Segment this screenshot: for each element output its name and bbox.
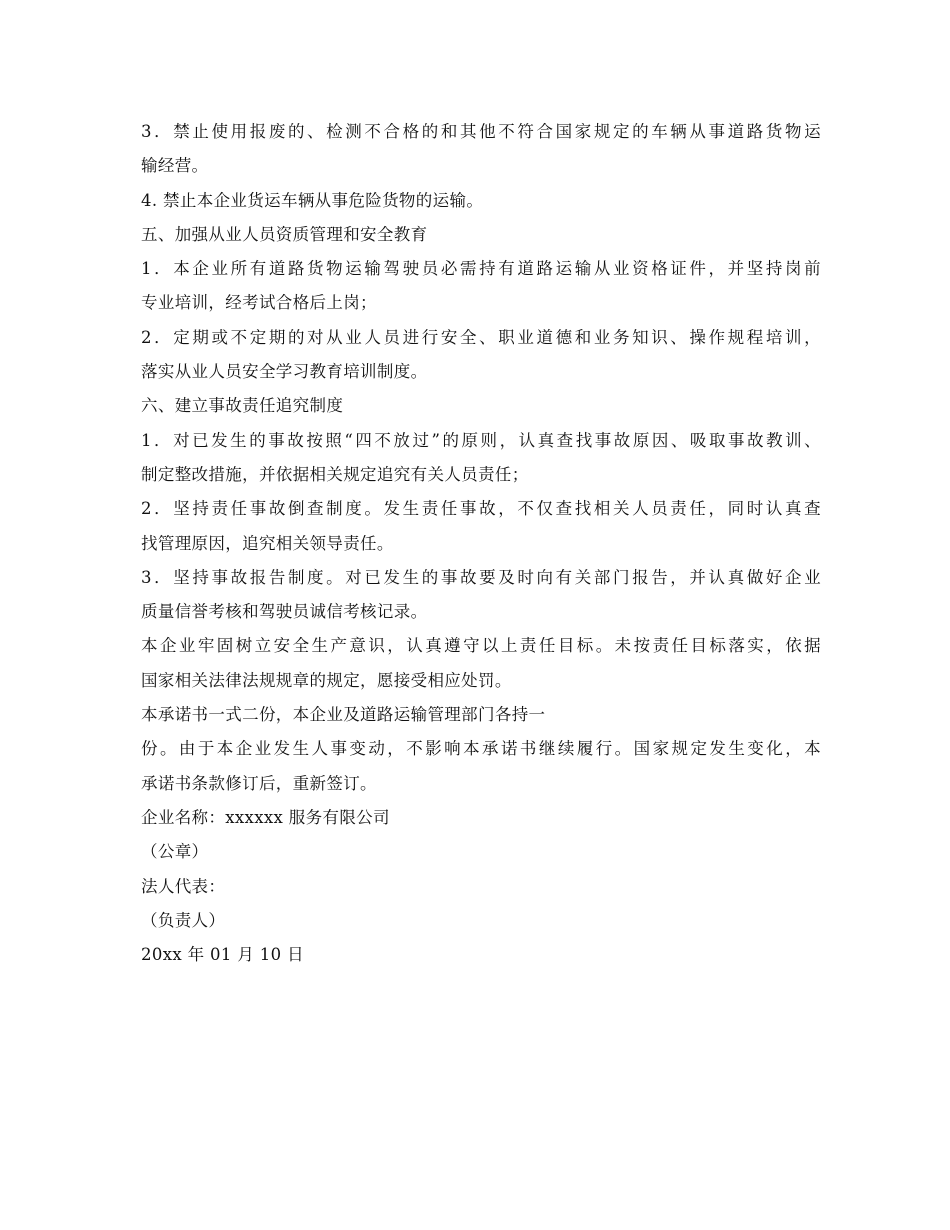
text-line: 质量信誉考核和驾驶员诚信考核记录。: [141, 602, 428, 622]
text-line: 落实从业人员安全学习教育培训制度。: [141, 362, 428, 382]
text-line: 3．坚持事故报告制度。对已发生的事故要及时向有关部门报告，并认真做好企业: [141, 567, 821, 587]
text-line: 3．禁止使用报废的、检测不合格的和其他不符合国家规定的车辆从事道路货物运: [141, 122, 821, 141]
text-line: （负责人）: [141, 910, 226, 930]
text-line: 2．定期或不定期的对从业人员进行安全、职业道德和业务知识、操作规程培训，: [141, 327, 821, 347]
text-line: 输经营。: [141, 156, 209, 176]
text-line: 专业培训，经考试合格后上岗；: [141, 293, 377, 313]
text-line: 1．本企业所有道路货物运输驾驶员必需持有道路运输从业资格证件，并坚持岗前: [141, 259, 821, 279]
text-line: 1．对已发生的事故按照“四不放过”的原则，认真查找事故原因、吸取事故教训、: [141, 430, 821, 450]
text-line: 4. 禁止本企业货运车辆从事危险货物的运输。: [141, 190, 484, 210]
document-body: [141, 115, 821, 972]
text-line: 企业名称：xxxxxx 服务有限公司: [141, 807, 390, 827]
text-line: 承诺书条款修订后，重新签订。: [141, 773, 377, 793]
text-line: 国家相关法律法规规章的规定，愿接受相应处罚。: [141, 670, 512, 690]
text-line: 制定整改措施，并依据相关规定追究有关人员责任；: [141, 464, 529, 484]
text-line: 本企业牢固树立安全生产意识，认真遵守以上责任目标。未按责任目标落实，依据: [141, 636, 821, 656]
text-line: 六、建立事故责任追究制度: [141, 396, 344, 416]
text-line: 本承诺书一式二份，本企业及道路运输管理部门各持一: [141, 705, 546, 725]
text-line: 2．坚持责任事故倒查制度。发生责任事故，不仅查找相关人员责任，同时认真查: [141, 499, 821, 519]
text-line: 找管理原因，追究相关领导责任。: [141, 533, 394, 553]
text-line: （公章）: [141, 842, 209, 862]
text-line: 五、加强从业人员资质管理和安全教育: [141, 224, 428, 244]
text-line: 法人代表：: [141, 876, 226, 896]
text-line: 20xx 年 01 月 10 日: [141, 945, 304, 965]
text-line: 份。由于本企业发生人事变动，不影响本承诺书继续履行。国家规定发生变化，本: [141, 739, 821, 759]
